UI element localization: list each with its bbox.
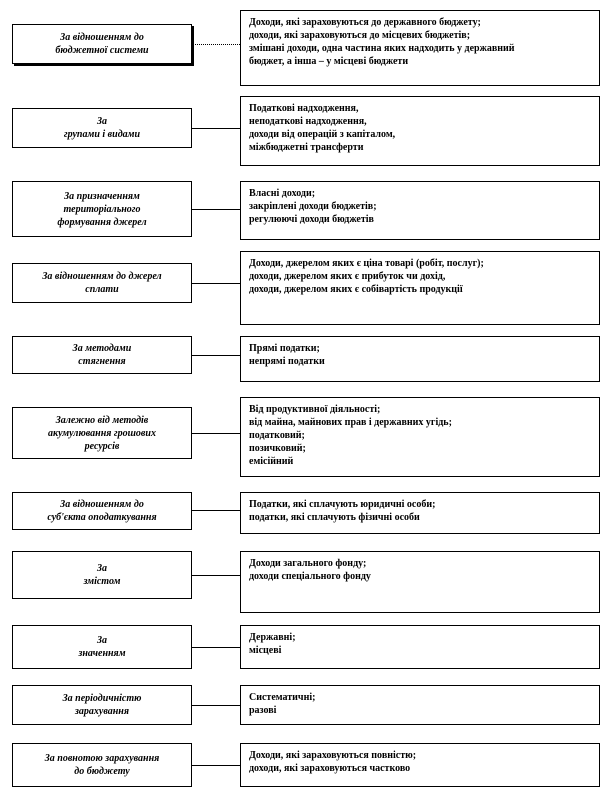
connector-line [192, 44, 240, 45]
items-box-completeness: Доходи, які зараховуються повністю; доходи, які зараховуються частково [240, 743, 600, 787]
connector-line [192, 575, 240, 576]
items-box-collection-methods: Прямі податки; непрямі податки [240, 336, 600, 382]
connector-line [192, 433, 240, 434]
items-box-accumulation-methods: Від продуктивної діяльності; від майна, майнових прав і державних угідь; податковий; позичковий; емісійний [240, 397, 600, 477]
connector-line [192, 283, 240, 284]
category-box-budget-system: За відношенням до бюджетної системи [12, 24, 192, 64]
items-box-territorial-purpose: Власні доходи; закріплені доходи бюджетів; регулюючі доходи бюджетів [240, 181, 600, 240]
items-box-groups-types: Податкові надходження, неподаткові надходження, доходи від операцій з капіталом, міжбюджетні трансферти [240, 96, 600, 166]
connector-line [192, 355, 240, 356]
items-box-payment-source: Доходи, джерелом яких є ціна товарі (робіт, послуг); доходи, джерелом яких є прибуток чи дохід, доходи, джерелом яких є собівартість продукції [240, 251, 600, 325]
connector-line [192, 647, 240, 648]
items-box-content: Доходи загального фонду; доходи спеціального фонду [240, 551, 600, 613]
connector-line [192, 510, 240, 511]
connector-line [192, 209, 240, 210]
category-box-accumulation-methods: Залежно від методів акумулювання грошових ресурсів [12, 407, 192, 459]
category-box-periodicity: За періодичністю зарахування [12, 685, 192, 725]
items-box-taxpayer-subject: Податки, які сплачують юридичні особи; податки, які сплачують фізичні особи [240, 492, 600, 534]
category-box-completeness: За повнотою зарахування до бюджету [12, 743, 192, 787]
items-box-significance: Державні; місцеві [240, 625, 600, 669]
connector-line [192, 128, 240, 129]
category-box-collection-methods: За методами стягнення [12, 336, 192, 374]
category-box-territorial-purpose: За призначенням територіального формування джерел [12, 181, 192, 237]
category-box-payment-source: За відношенням до джерел сплати [12, 263, 192, 303]
items-box-budget-system: Доходи, які зараховуються до державного бюджету; доходи, які зараховуються до місцевих бюджетів; змішані доходи, одна частина яких надходить у державний бюджет, а інша – у місцеві бюджети [240, 10, 600, 86]
connector-line [192, 765, 240, 766]
items-box-periodicity: Систематичні; разові [240, 685, 600, 725]
category-box-content: За змістом [12, 551, 192, 599]
connector-line [192, 705, 240, 706]
category-box-significance: За значенням [12, 625, 192, 669]
category-box-taxpayer-subject: За відношенням до суб'єкта оподаткування [12, 492, 192, 530]
category-box-groups-types: За групами і видами [12, 108, 192, 148]
